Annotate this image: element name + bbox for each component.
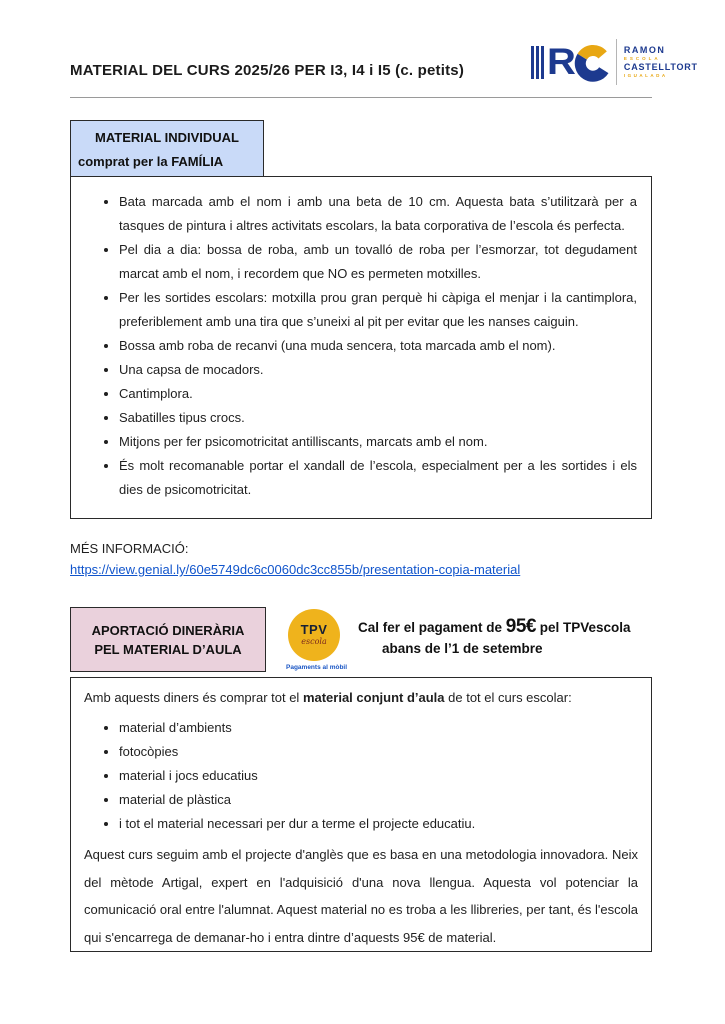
header-divider — [70, 97, 652, 98]
tpvescola-logo — [286, 609, 348, 671]
list-item: • Bata marcada amb el nom i amb una beta de 10 cm. Aquesta bata s’utilitzarà per a tasques de pintura i altres activitats escolars, la bata corporativa de l’escola és perfecta. — [119, 190, 639, 238]
section-label-line2: PEL MATERIAL D’AULA — [94, 641, 242, 657]
material-individual-list — [89, 190, 639, 502]
logo-name-ramon: RAMON — [623, 44, 666, 55]
payment-suffix: pel TPVescola — [536, 620, 631, 635]
school-logo — [531, 38, 698, 86]
school-logo-monogram — [531, 38, 610, 86]
list-item: • material de plàstica — [119, 788, 638, 812]
payment-amount: 95€ — [505, 616, 536, 637]
logo-name-igualada: IGUALADA — [623, 73, 668, 78]
logo-name-escola: ESCOLA — [623, 55, 661, 61]
aula-closing-paragraph: Aquest curs seguim amb el projecte d'anglès que es basa en una metodologia innovadora. Neix del mètode Artigal, expert en l'adquisició d'una nova llengua. Aquesta vol potenciar la comunicació oral entre l'alumnat. Aquest material no es troba a les llibreries, per tant, és l'escola qui s'encarrega de demanar-ho i entra dintre d’aquests 95€ de material. — [84, 847, 638, 945]
more-info-label: MÉS INFORMACIÓ: — [70, 541, 189, 556]
list-item: • És molt recomanable portar el xandall de l’escola, especialment per a les sortides i els dies de psicomotricitat. — [119, 454, 639, 502]
material-aula-box — [70, 677, 652, 952]
material-individual-box — [70, 176, 652, 519]
section-label-material-individual — [70, 120, 264, 177]
logo-letter-c-icon — [574, 42, 610, 82]
page-title: MATERIAL DEL CURS 2025/26 PER I3, I4 i I5 (c. petits) — [70, 62, 465, 79]
payment-prefix: Cal fer el pagament de — [358, 620, 506, 635]
logo-name-castelltort: CASTELLTORT — [623, 62, 698, 72]
tpv-logo-name: TPV — [300, 622, 328, 637]
list-item: • material i jocs educatius — [119, 764, 638, 788]
list-item: • fotocòpies — [119, 740, 638, 764]
section-label-line2: comprat per la FAMÍLIA — [78, 154, 224, 169]
more-info-link[interactable]: https://view.genial.ly/60e5749dc6c0060dc3cc855b/presentation-copia-material — [70, 562, 521, 577]
list-item: • Cantimplora. — [119, 382, 639, 406]
logo-divider — [616, 39, 617, 85]
list-item: • Mitjons per fer psicomotricitat antilliscants, marcats amb el nom. — [119, 430, 639, 454]
payment-note-line2: abans de l’1 de setembre — [382, 641, 543, 656]
tpv-logo-caption: Pagaments al mòbil — [286, 664, 348, 671]
list-item: • Per les sortides escolars: motxilla prou gran perquè hi càpiga el menjar i la cantimplora, preferiblement amb una tira que s’uneixi al pit per evitar que les nanses caiguin. — [119, 286, 639, 334]
aula-intro-prefix: Amb aquests diners és comprar tot el — [84, 690, 303, 705]
aula-intro-bold: material conjunt d’aula — [302, 690, 445, 705]
tpvescola-circle-icon — [288, 609, 340, 661]
aula-intro — [84, 689, 638, 707]
section-label-line1: MATERIAL INDIVIDUAL — [95, 130, 239, 145]
payment-note-line1 — [358, 616, 654, 638]
payment-note — [358, 616, 654, 659]
logo-letter-r: R — [547, 41, 574, 82]
more-info — [70, 538, 520, 580]
school-logo-text — [624, 46, 698, 79]
list-item: • Pel dia a dia: bossa de roba, amb un tovalló de roba per l’esmorzar, tot degudament marcat amb el nom, i recordem que NO es permeten motxilles. — [119, 238, 639, 286]
list-item: • i tot el material necessari per dur a terme el projecte educatiu. — [119, 812, 638, 836]
section-label-line1: APORTACIÓ DINERÀRIA — [91, 622, 245, 638]
list-item: • material d’ambients — [119, 716, 638, 740]
aula-intro-suffix: de tot el curs escolar: — [444, 690, 572, 705]
material-aula-list — [84, 716, 638, 836]
section-label-aportacio-dineraria — [70, 607, 266, 672]
logo-bars-icon — [531, 46, 544, 79]
tpv-logo-sub: escola — [301, 637, 327, 646]
list-item: • Una capsa de mocadors. — [119, 358, 639, 382]
list-item: • Sabatilles tipus crocs. — [119, 406, 639, 430]
list-item: • Bossa amb roba de recanvi (una muda sencera, tota marcada amb el nom). — [119, 334, 639, 358]
